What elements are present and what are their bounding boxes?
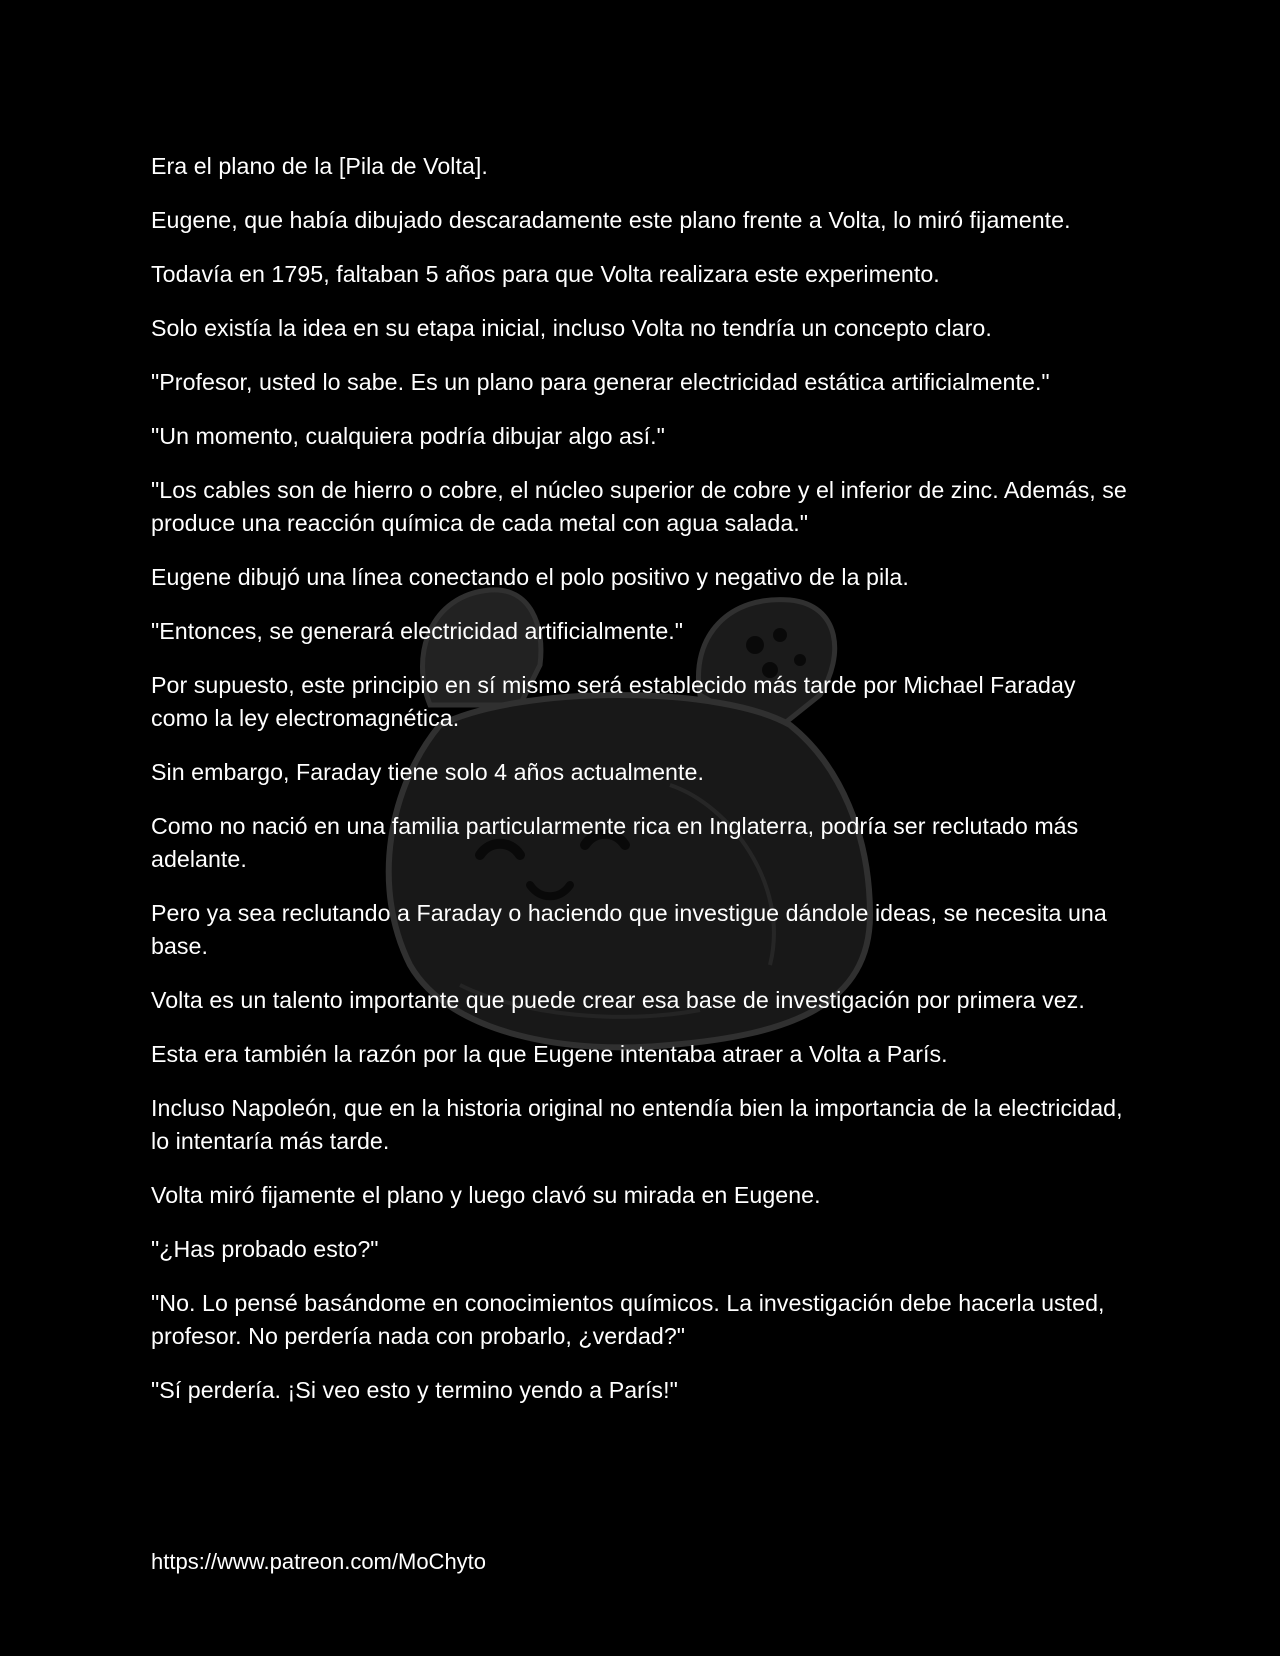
paragraph: "Un momento, cualquiera podría dibujar algo así." [151,423,665,449]
patreon-link[interactable]: https://www.patreon.com/MoChyto [151,1549,487,1574]
paragraph: "¿Has probado esto?" [151,1236,379,1262]
paragraph: Como no nació en una familia particularmente rica en Inglaterra, podría ser reclutado más adelante. [151,813,1079,872]
paragraph: "No. Lo pensé basándome en conocimientos químicos. La investigación debe hacerla usted, profesor. No perdería nada con probarlo, ¿verdad?" [151,1290,1105,1349]
paragraph: "Entonces, se generará electricidad artificialmente." [151,618,684,644]
paragraph: Pero ya sea reclutando a Faraday o haciendo que investigue dándole ideas, se necesita una base. [151,900,1107,959]
paragraph: Esta era también la razón por la que Eugene intentaba atraer a Volta a París. [151,1041,948,1067]
paragraph: "Sí perdería. ¡Si veo esto y termino yendo a París!" [151,1377,678,1403]
paragraph: Eugene, que había dibujado descaradamente este plano frente a Volta, lo miró fijamente. [151,207,1071,233]
paragraph: Eugene dibujó una línea conectando el polo positivo y negativo de la pila. [151,564,909,590]
paragraph: Era el plano de la [Pila de Volta]. [151,153,488,179]
paragraph: "Los cables son de hierro o cobre, el núcleo superior de cobre y el inferior de zinc. Además, se produce una reacción química de cada metal con agua salada." [151,477,1127,536]
paragraph: Sin embargo, Faraday tiene solo 4 años actualmente. [151,759,704,785]
paragraph: Incluso Napoleón, que en la historia original no entendía bien la importancia de la electricidad, lo intentaría más tarde. [151,1095,1123,1154]
paragraph: Volta miró fijamente el plano y luego clavó su mirada en Eugene. [151,1182,821,1208]
paragraph: "Profesor, usted lo sabe. Es un plano para generar electricidad estática artificialmente." [151,369,1050,395]
paragraph: Todavía en 1795, faltaban 5 años para que Volta realizara este experimento. [151,261,940,287]
paragraph: Por supuesto, este principio en sí mismo será establecido más tarde por Michael Faraday como la ley electromagnética. [151,672,1076,731]
chapter-text [151,150,1136,1428]
paragraph: Volta es un talento importante que puede crear esa base de investigación por primera vez. [151,987,1085,1013]
paragraph: Solo existía la idea en su etapa inicial, incluso Volta no tendría un concepto claro. [151,315,992,341]
